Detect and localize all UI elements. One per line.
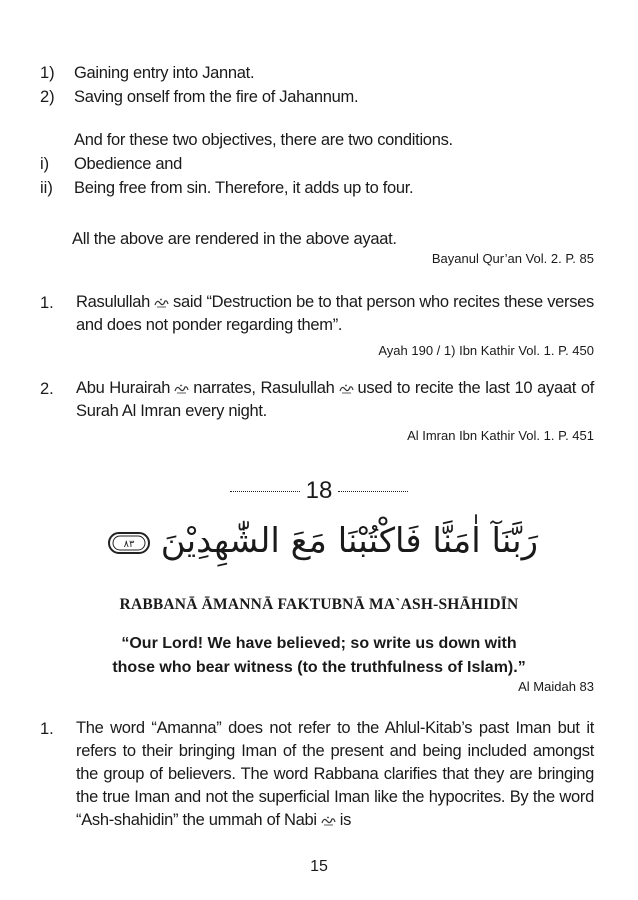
hadith-paragraph-1 [76, 291, 594, 337]
point-marker: 1. [40, 720, 54, 738]
hadith-text: Rasulullah [76, 293, 151, 311]
page-number: 15 [310, 858, 328, 875]
reference-bayanul: Bayanul Qur’an Vol. 2. P. 85 [431, 251, 594, 266]
list-item: Saving onself from the fire of Jahannum. [74, 88, 359, 106]
hadith-paragraph-2 [76, 377, 594, 423]
point-marker: 1. [40, 294, 54, 312]
list-marker: ii) [40, 179, 53, 197]
hadith-text: Abu Hurairah [76, 379, 171, 397]
transliteration: RABBANĀ ĀMANNĀ FAKTUBNĀ MA`ASH-SHĀHIDĪN [119, 596, 519, 613]
list-item: Being free from sin. Therefore, it adds up to four. [74, 179, 414, 197]
ayah-number: ٨٣ [123, 538, 135, 550]
translation-line: “Our Lord! We have believed; so write us down with [121, 635, 517, 652]
salutation-calligraphy-icon [174, 383, 189, 394]
objectives-intro: And for these two objectives, there are two conditions. [74, 131, 453, 149]
reference-ibn-kathir-451: Al Imran Ibn Kathir Vol. 1. P. 451 [407, 428, 594, 443]
reference-al-maidah: Al Maidah 83 [518, 679, 594, 694]
arabic-verse-text: رَبَّنَآ اٰمَنَّا فَاكْتُبْنَا مَعَ الشّٰهِدِيْنَ [160, 521, 539, 561]
commentary-text: The word “Amanna” does not refer to the Ahlul-Kitab’s past Iman but it refers to their bringing Iman of the present and being included amongst the group of believers. The word Rabbana clarifies that they are bringing the true Iman and not the superficial Iman like the hypocrites. By the word “Ash-shahidin” the ummah of Nabi [76, 719, 594, 829]
dotted-rule-right [338, 491, 408, 492]
salutation-calligraphy-icon [154, 297, 169, 308]
reference-ibn-kathir-450: Ayah 190 / 1) Ibn Kathir Vol. 1. P. 450 [378, 343, 594, 358]
translation-line: those who bear witness (to the truthfulness of Islam).” [112, 659, 526, 676]
point-marker: 2. [40, 380, 54, 398]
hadith-text: narrates, Rasulullah [193, 379, 335, 397]
verse-translation [0, 632, 638, 680]
list-item: Gaining entry into Jannat. [74, 64, 255, 82]
section-number: 18 [305, 477, 333, 504]
list-marker: 1) [40, 64, 55, 82]
list-marker: 2) [40, 88, 55, 106]
salutation-calligraphy-icon [321, 815, 336, 826]
hadith-text: used to recite the last 10 ayaat of Surah Al Imran every night. [76, 379, 594, 420]
summary-line: All the above are rendered in the above ayaat. [72, 230, 397, 248]
ayah-end-ornament-icon [108, 530, 150, 556]
section-divider [0, 476, 638, 506]
list-marker: i) [40, 155, 50, 173]
commentary-text: is [339, 811, 352, 829]
arabic-verse [0, 517, 638, 565]
list-item: Obedience and [74, 155, 183, 173]
dotted-rule-left [230, 491, 300, 492]
commentary-paragraph [76, 717, 594, 832]
hadith-text: said “Destruction be to that person who recites these verses and does not ponder regarding them”. [76, 293, 594, 334]
salutation-calligraphy-icon [339, 383, 354, 394]
